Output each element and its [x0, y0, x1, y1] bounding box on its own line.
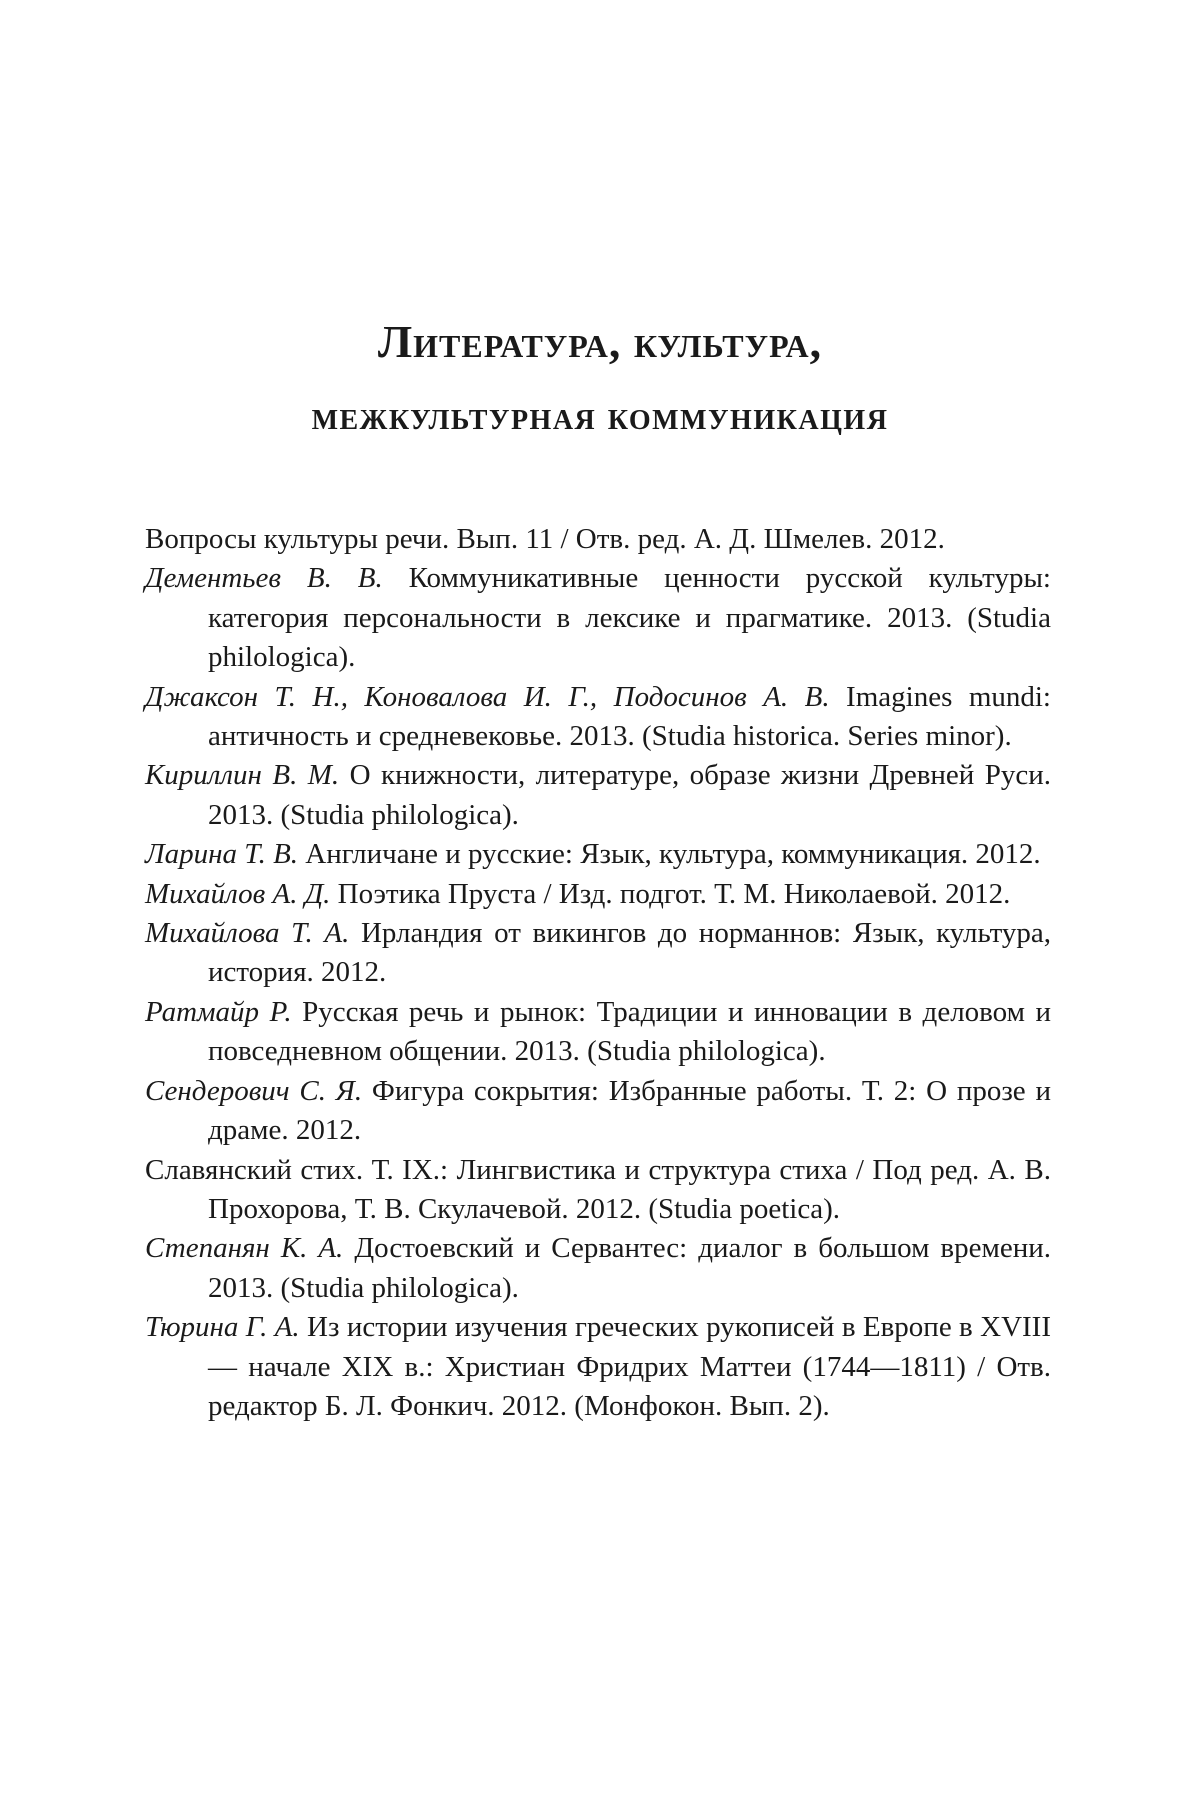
entry-text: Ирландия от викингов до норманнов: Язык, культура, история. 2012. — [208, 917, 1051, 989]
entry-author: Михайлов А. Д. — [145, 877, 331, 910]
entry-author: Ратмайр Р. — [145, 995, 292, 1028]
entry-author: Михайлова Т. А. — [145, 917, 350, 950]
bibliography-entry — [145, 559, 1051, 677]
bibliography-entry — [145, 835, 1051, 874]
entry-text: Русская речь и рынок: Традиции и инновации в деловом и повседневном общении. 2013. (Studia philologica). — [208, 995, 1051, 1068]
entry-text: Вопросы культуры речи. Вып. 11 / Отв. ред. А. Д. Шмелев. 2012. — [145, 523, 945, 555]
entry-author: Ларина Т. В. — [145, 838, 299, 871]
entry-author: Дементьев В. В. — [145, 562, 383, 595]
heading-line-1: Литература, культура, — [377, 316, 823, 368]
bibliography-entry — [145, 520, 1051, 559]
entry-author: Джаксон Т. Н., Коновалова И. Г., Подосинов А. В. — [145, 680, 830, 713]
bibliography-entry — [145, 993, 1051, 1072]
bibliography-entry — [145, 875, 1051, 914]
bibliography-entry — [145, 1308, 1051, 1426]
entry-text: Поэтика Пруста / Изд. подгот. Т. М. Николаевой. 2012. — [330, 877, 1011, 910]
entry-author: Сендерович С. Я. — [145, 1074, 363, 1107]
entry-text: Англичане и русские: Язык, культура, коммуникация. 2012. — [298, 838, 1041, 871]
entry-text: Фигура сокрытия: Избранные работы. Т. 2: О прозе и драме. 2012. — [208, 1074, 1051, 1147]
entry-text: Славянский стих. Т. IX.: Лингвистика и структура стиха / Под ред. А. В. Прохорова, Т. В. Скулачевой. 2012. (Studia poetica). — [145, 1153, 1051, 1225]
entry-text: Imagines mundi: античность и средневековье. 2013. (Studia historica. Series minor). — [208, 680, 1051, 753]
entry-text: Коммуникативные ценности русской культуры: категория персональности в лексике и прагматике. 2013. (Studia philologica). — [208, 562, 1051, 674]
bibliography-entry — [145, 756, 1051, 835]
bibliography-entry — [145, 914, 1051, 993]
heading-line-2: межкультурная коммуникация — [311, 393, 889, 439]
entry-text: Из истории изучения греческих рукописей в Европе в XVIII — начале XIX в.: Христиан Фридрих Маттеи (1744—1811) / Отв. редактор Б. Л. Фонкич. 2012. (Монфокон. Вып. 2). — [208, 1311, 1051, 1422]
bibliography-entry — [145, 678, 1051, 757]
section-heading — [0, 316, 1200, 439]
bibliography-entry — [145, 1229, 1051, 1308]
entry-author: Кириллин В. М. — [145, 759, 340, 792]
entry-author: Тюрина Г. А. — [145, 1311, 300, 1344]
entry-text: О книжности, литературе, образе жизни Древней Руси. 2013. (Studia philologica). — [208, 759, 1052, 831]
entry-author: Степанян К. А. — [145, 1232, 344, 1265]
entry-text: Достоевский и Сервантес: диалог в большом времени. 2013. (Studia philologica). — [208, 1232, 1051, 1304]
bibliography-entry — [145, 1072, 1051, 1151]
bibliography-entry — [145, 1151, 1051, 1230]
bibliography-list — [145, 520, 1051, 1426]
